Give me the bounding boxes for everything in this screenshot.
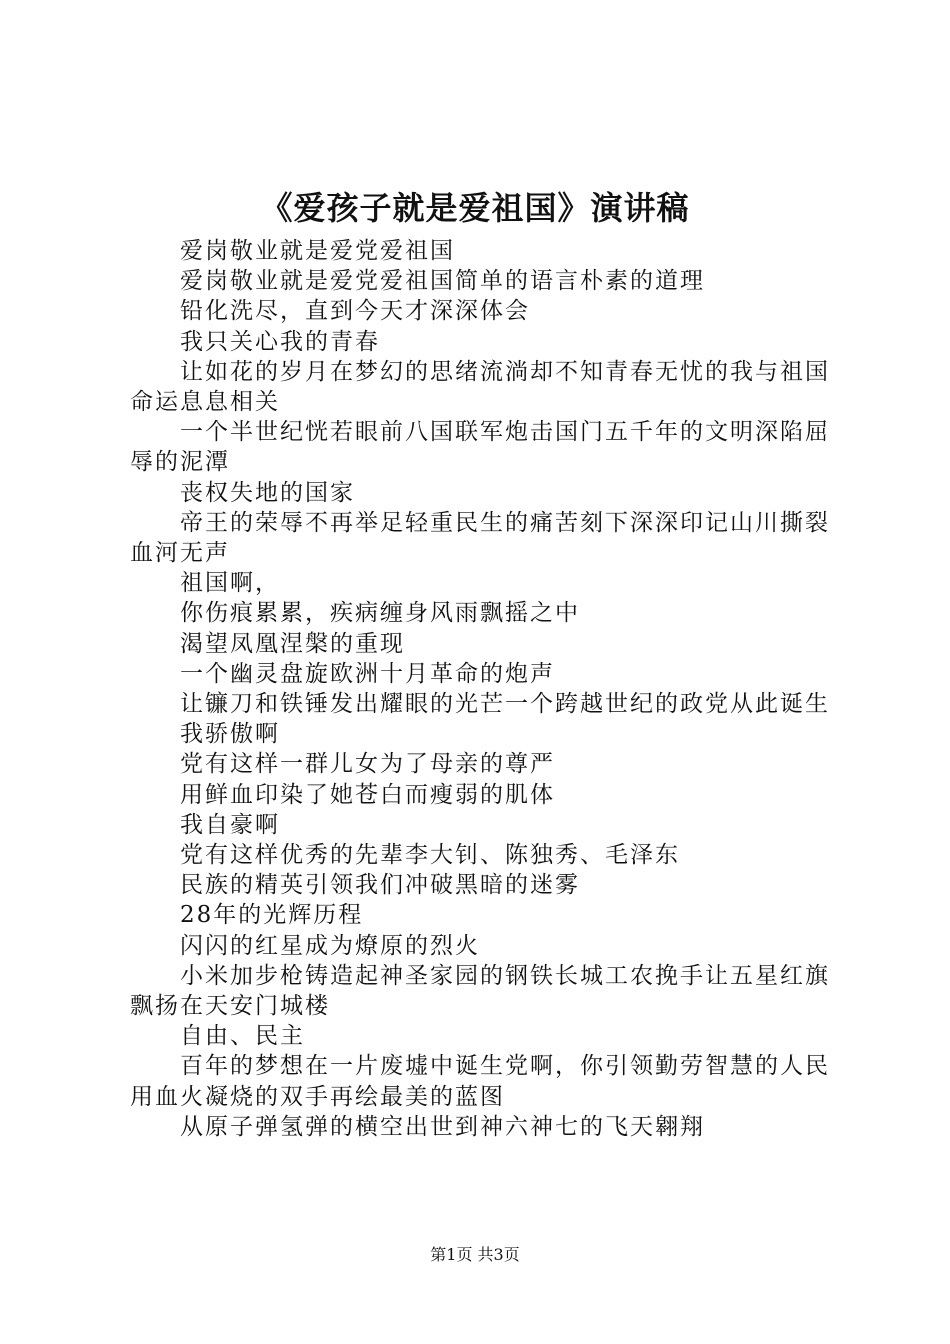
paragraph: 我只关心我的青春 [180, 328, 380, 355]
page-number-label: 第1页 共3页 [430, 1245, 520, 1264]
paragraph: 用鲜血印染了她苍白而瘦弱的肌体 [180, 781, 555, 808]
paragraph: 丧权失地的国家 [180, 479, 355, 506]
paragraph: 爱岗敬业就是爱党爱祖国简单的语言朴素的道理 [180, 268, 705, 295]
paragraph: 铅化洗尽，直到今天才深深体会 [180, 298, 530, 325]
paragraph: 党有这样优秀的先辈李大钊、陈独秀、毛泽东 [180, 842, 680, 869]
paragraph: 爱岗敬业就是爱党爱祖国 [180, 238, 455, 264]
paragraph: 从原子弹氢弹的横空出世到神六神七的飞天翱翔 [180, 1113, 705, 1140]
paragraph: 让如花的岁月在梦幻的思绪流淌却不知青春无忧的我与祖国命运息息相关 [130, 358, 830, 416]
paragraph: 党有这样一群儿女为了母亲的尊严 [180, 751, 555, 778]
paragraph: 我骄傲啊 [180, 721, 280, 748]
paragraph: 百年的梦想在一片废墟中诞生党啊，你引领勤劳智慧的人民用血火凝烧的双手再绘最美的蓝图 [130, 1053, 830, 1110]
paragraph: 一个半世纪恍若眼前八国联军炮击国门五千年的文明深陷屈辱的泥潭 [130, 419, 830, 476]
paragraph: 自由、民主 [180, 1023, 305, 1050]
paragraph: 一个幽灵盘旋欧洲十月革命的炮声 [180, 660, 555, 687]
page-footer [0, 1240, 950, 1270]
paragraph: 我自豪啊 [180, 811, 280, 838]
paragraph: 帝王的荣辱不再举足轻重民生的痛苦刻下深深印记山川撕裂血河无声 [130, 509, 830, 567]
paragraph: 你伤痕累累，疾病缠身风雨飘摇之中 [180, 600, 580, 627]
paragraph: 渴望凤凰涅槃的重现 [180, 630, 405, 657]
paragraph: 祖国啊， [180, 570, 280, 597]
paragraph: 小米加步枪铸造起神圣家园的钢铁长城工农挽手让五星红旗飘扬在天安门城楼 [130, 962, 830, 1020]
paragraph: 闪闪的红星成为燎原的烈火 [180, 932, 480, 959]
paragraph: 28年的光辉历程 [180, 902, 364, 929]
paragraph: 民族的精英引领我们冲破黑暗的迷雾 [180, 872, 580, 899]
document-body [130, 236, 830, 1142]
paragraph: 让镰刀和铁锤发出耀眼的光芒一个跨越世纪的政党从此诞生 [180, 691, 830, 718]
document-title: 《爱孩子就是爱祖国》演讲稿 [260, 189, 690, 227]
